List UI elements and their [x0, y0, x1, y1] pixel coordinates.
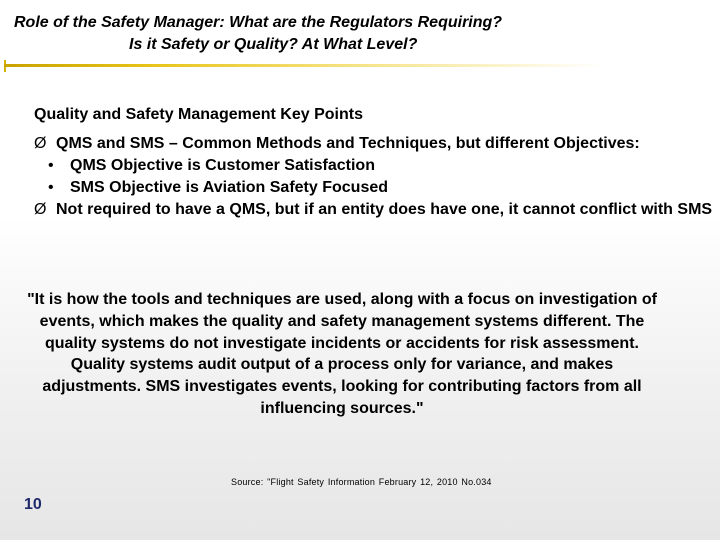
- key-point-1: [34, 133, 718, 155]
- slide-title-line-1: Role of the Safety Manager: What are the Regulators Requiring?: [14, 14, 503, 31]
- section-heading: Quality and Safety Management Key Points: [34, 106, 363, 123]
- title-underline-rule: [4, 64, 604, 67]
- dot-bullet-icon: •: [48, 179, 54, 196]
- page-number: 10: [24, 496, 42, 513]
- slide-title-line-2: Is it Safety or Quality? At What Level?: [129, 36, 418, 53]
- arrow-bullet-icon: Ø: [34, 201, 47, 218]
- sub-point-1: [34, 155, 718, 177]
- dot-bullet-icon: •: [48, 157, 54, 174]
- key-point-text: QMS and SMS – Common Methods and Techniques, but different Objectives:: [56, 135, 640, 152]
- sub-point-2: [34, 177, 718, 199]
- slide-title: [14, 12, 584, 56]
- key-point-2: [34, 199, 718, 221]
- source-citation: Source: "Flight Safety Information February 12, 2010 No.034: [231, 477, 492, 487]
- sub-point-text: SMS Objective is Aviation Safety Focused: [70, 179, 389, 196]
- key-point-text: Not required to have a QMS, but if an entity does have one, it cannot conflict with SMS: [56, 201, 713, 218]
- key-points-list: [34, 133, 718, 221]
- sub-point-text: QMS Objective is Customer Satisfaction: [70, 157, 375, 174]
- quote-block: "It is how the tools and techniques are used, along with a focus on investigation of events, which makes the quality and safety management systems different. The quality systems do not investigate incidents or accidents for risk assessment. Quality systems audit output of a process only for variance, and makes adjustments. SMS investigates events, looking for contributing factors from all influencing sources.": [27, 291, 657, 417]
- arrow-bullet-icon: Ø: [34, 135, 47, 152]
